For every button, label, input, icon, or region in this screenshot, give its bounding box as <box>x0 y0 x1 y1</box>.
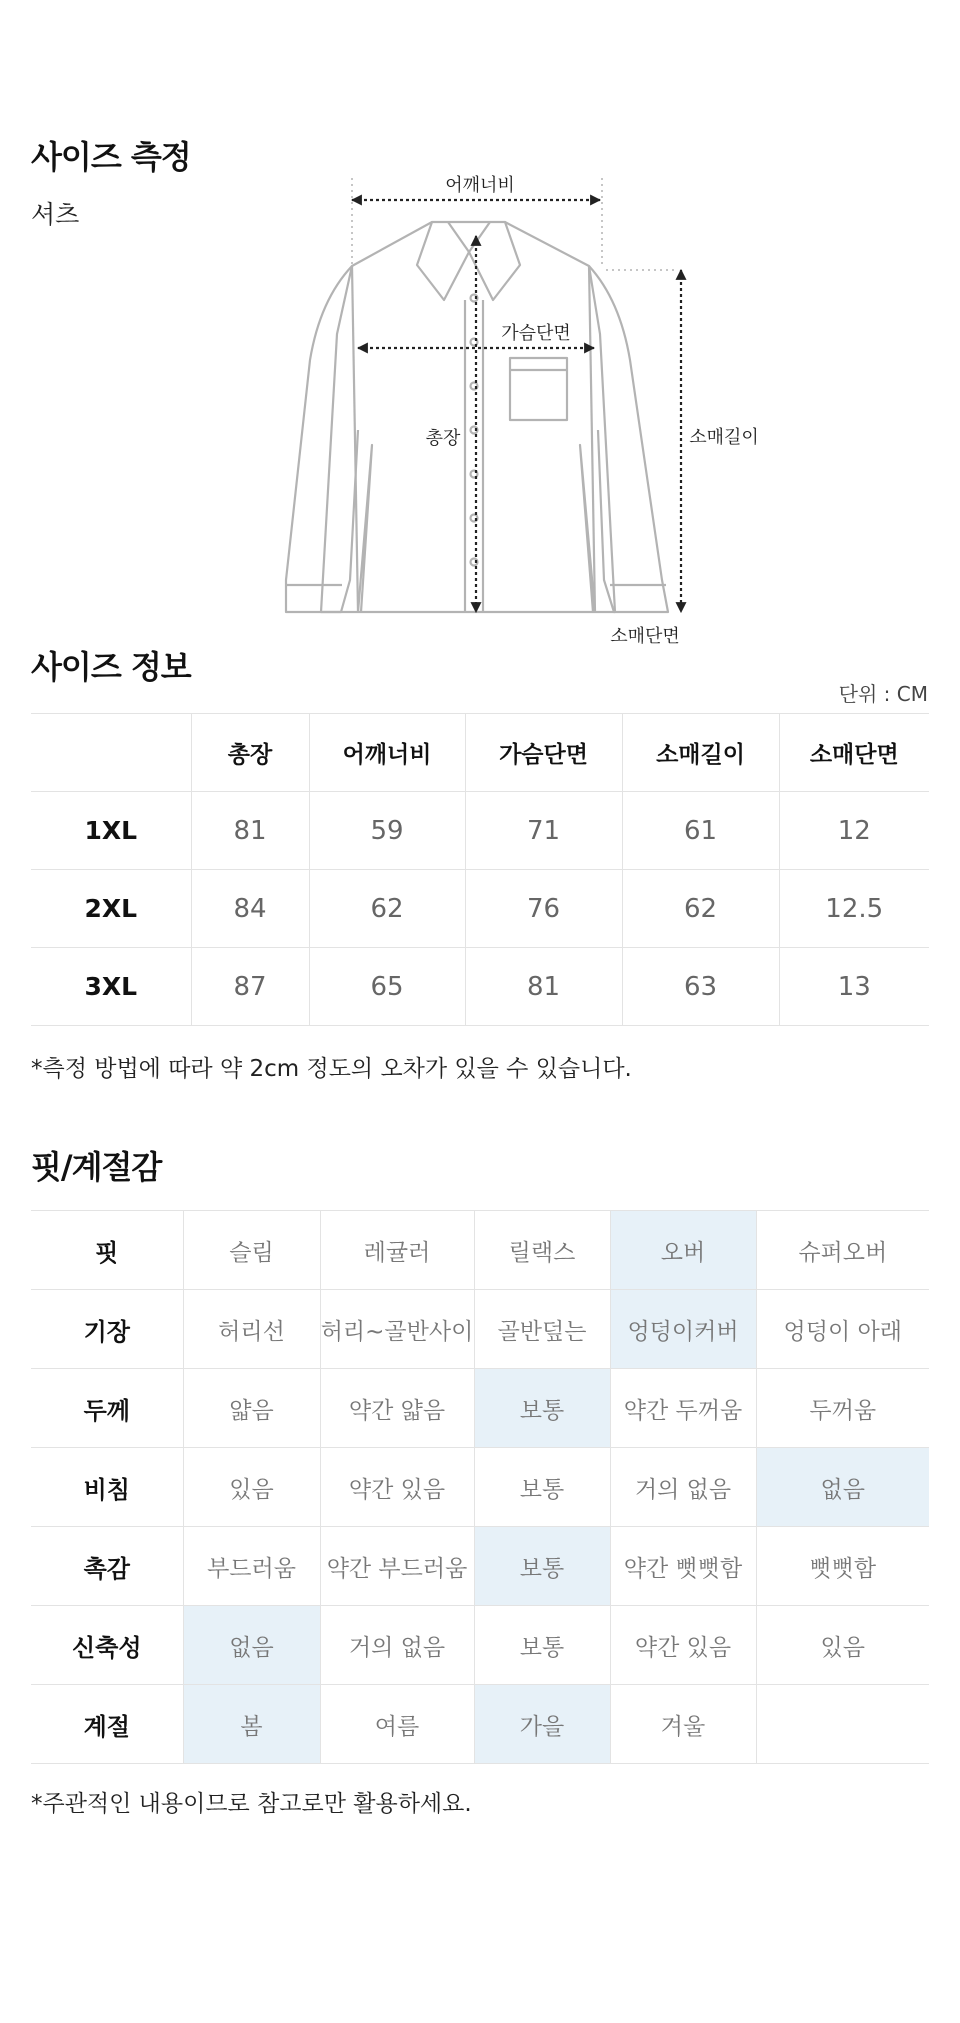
fit-option-cell: 뻣뻣함 <box>756 1527 929 1606</box>
table-cell: 84 <box>191 870 309 948</box>
table-cell: 81 <box>465 948 622 1026</box>
fit-option-cell: 릴랙스 <box>474 1211 610 1290</box>
size-info-title: 사이즈 정보 <box>31 648 191 686</box>
fit-option-cell: 얇음 <box>183 1369 320 1448</box>
header-cell: 총장 <box>191 714 309 792</box>
header-cell: 소매길이 <box>622 714 779 792</box>
fit-option-cell: 없음 <box>756 1448 929 1527</box>
garment-type-label: 셔츠 <box>31 200 80 229</box>
size-label: 2XL <box>31 870 191 948</box>
fit-row-label: 촉감 <box>31 1527 183 1606</box>
table-cell: 12.5 <box>779 870 929 948</box>
chest-label: 가슴단면 <box>501 323 571 344</box>
fit-option-cell: 두꺼움 <box>756 1369 929 1448</box>
sleeve-width-label: 소매단면 <box>610 626 680 647</box>
fit-row <box>31 1527 929 1606</box>
fit-option-cell: 봄 <box>183 1685 320 1764</box>
fit-option-cell: 거의 없음 <box>610 1448 756 1527</box>
size-label: 3XL <box>31 948 191 1026</box>
fit-option-cell: 약간 뻣뻣함 <box>610 1527 756 1606</box>
table-cell: 71 <box>465 792 622 870</box>
fit-row <box>31 1290 929 1369</box>
table-cell: 13 <box>779 948 929 1026</box>
fit-row <box>31 1448 929 1527</box>
table-cell: 81 <box>191 792 309 870</box>
fit-option-cell: 있음 <box>756 1606 929 1685</box>
table-row <box>31 948 929 1026</box>
header-cell <box>31 714 191 792</box>
fit-option-cell: 거의 없음 <box>320 1606 474 1685</box>
table-cell: 61 <box>622 792 779 870</box>
table-cell: 76 <box>465 870 622 948</box>
fit-row <box>31 1211 929 1290</box>
measure-arrows <box>352 200 681 612</box>
size-measure-title: 사이즈 측정 <box>31 138 191 176</box>
table-cell: 63 <box>622 948 779 1026</box>
header-cell: 소매단면 <box>779 714 929 792</box>
fit-row-label: 기장 <box>31 1290 183 1369</box>
fit-option-cell: 부드러움 <box>183 1527 320 1606</box>
shirt-measurement-diagram <box>270 168 790 658</box>
fit-option-cell: 있음 <box>183 1448 320 1527</box>
fit-option-cell: 약간 얇음 <box>320 1369 474 1448</box>
fit-option-cell <box>756 1685 929 1764</box>
fit-option-cell: 레귤러 <box>320 1211 474 1290</box>
size-table <box>31 713 929 1026</box>
fit-row-label: 계절 <box>31 1685 183 1764</box>
fit-option-cell: 엉덩이커버 <box>610 1290 756 1369</box>
fit-option-cell: 여름 <box>320 1685 474 1764</box>
table-cell: 65 <box>309 948 465 1026</box>
header-cell: 가슴단면 <box>465 714 622 792</box>
fit-option-cell: 없음 <box>183 1606 320 1685</box>
fit-row-label: 두께 <box>31 1369 183 1448</box>
fit-option-cell: 약간 있음 <box>610 1606 756 1685</box>
fit-option-cell: 슬림 <box>183 1211 320 1290</box>
fit-row-label: 핏 <box>31 1211 183 1290</box>
fit-option-cell: 허리~골반사이 <box>320 1290 474 1369</box>
fit-option-cell: 보통 <box>474 1369 610 1448</box>
fit-row-label: 신축성 <box>31 1606 183 1685</box>
fit-option-cell: 골반덮는 <box>474 1290 610 1369</box>
table-row <box>31 792 929 870</box>
table-cell: 62 <box>622 870 779 948</box>
fit-option-cell: 가을 <box>474 1685 610 1764</box>
fit-option-cell: 약간 부드러움 <box>320 1527 474 1606</box>
fit-row <box>31 1606 929 1685</box>
fit-option-cell: 엉덩이 아래 <box>756 1290 929 1369</box>
fit-option-cell: 슈퍼오버 <box>756 1211 929 1290</box>
table-cell: 62 <box>309 870 465 948</box>
fit-row <box>31 1685 929 1764</box>
size-table-header-row <box>31 714 929 792</box>
subjective-note: *주관적인 내용이므로 참고로만 활용하세요. <box>31 1791 472 1817</box>
fit-option-cell: 겨울 <box>610 1685 756 1764</box>
fit-option-cell: 보통 <box>474 1448 610 1527</box>
sleeve-length-label: 소매길이 <box>689 427 759 448</box>
fit-season-title: 핏/계절감 <box>31 1148 162 1186</box>
fit-row-label: 비침 <box>31 1448 183 1527</box>
fit-option-cell: 약간 두꺼움 <box>610 1369 756 1448</box>
fit-option-cell: 약간 있음 <box>320 1448 474 1527</box>
size-label: 1XL <box>31 792 191 870</box>
table-cell: 59 <box>309 792 465 870</box>
shoulder-label: 어깨너비 <box>445 175 515 196</box>
table-cell: 12 <box>779 792 929 870</box>
length-label: 총장 <box>425 428 461 449</box>
fit-row <box>31 1369 929 1448</box>
measurement-note: *측정 방법에 따라 약 2cm 정도의 오차가 있을 수 있습니다. <box>31 1056 632 1082</box>
fit-season-table <box>31 1210 929 1764</box>
fit-option-cell: 보통 <box>474 1527 610 1606</box>
table-cell: 87 <box>191 948 309 1026</box>
guide-lines <box>352 178 678 270</box>
header-cell: 어깨너비 <box>309 714 465 792</box>
fit-option-cell: 허리선 <box>183 1290 320 1369</box>
fit-option-cell: 보통 <box>474 1606 610 1685</box>
fit-option-cell: 오버 <box>610 1211 756 1290</box>
unit-label: 단위 : CM <box>838 682 928 706</box>
table-row <box>31 870 929 948</box>
